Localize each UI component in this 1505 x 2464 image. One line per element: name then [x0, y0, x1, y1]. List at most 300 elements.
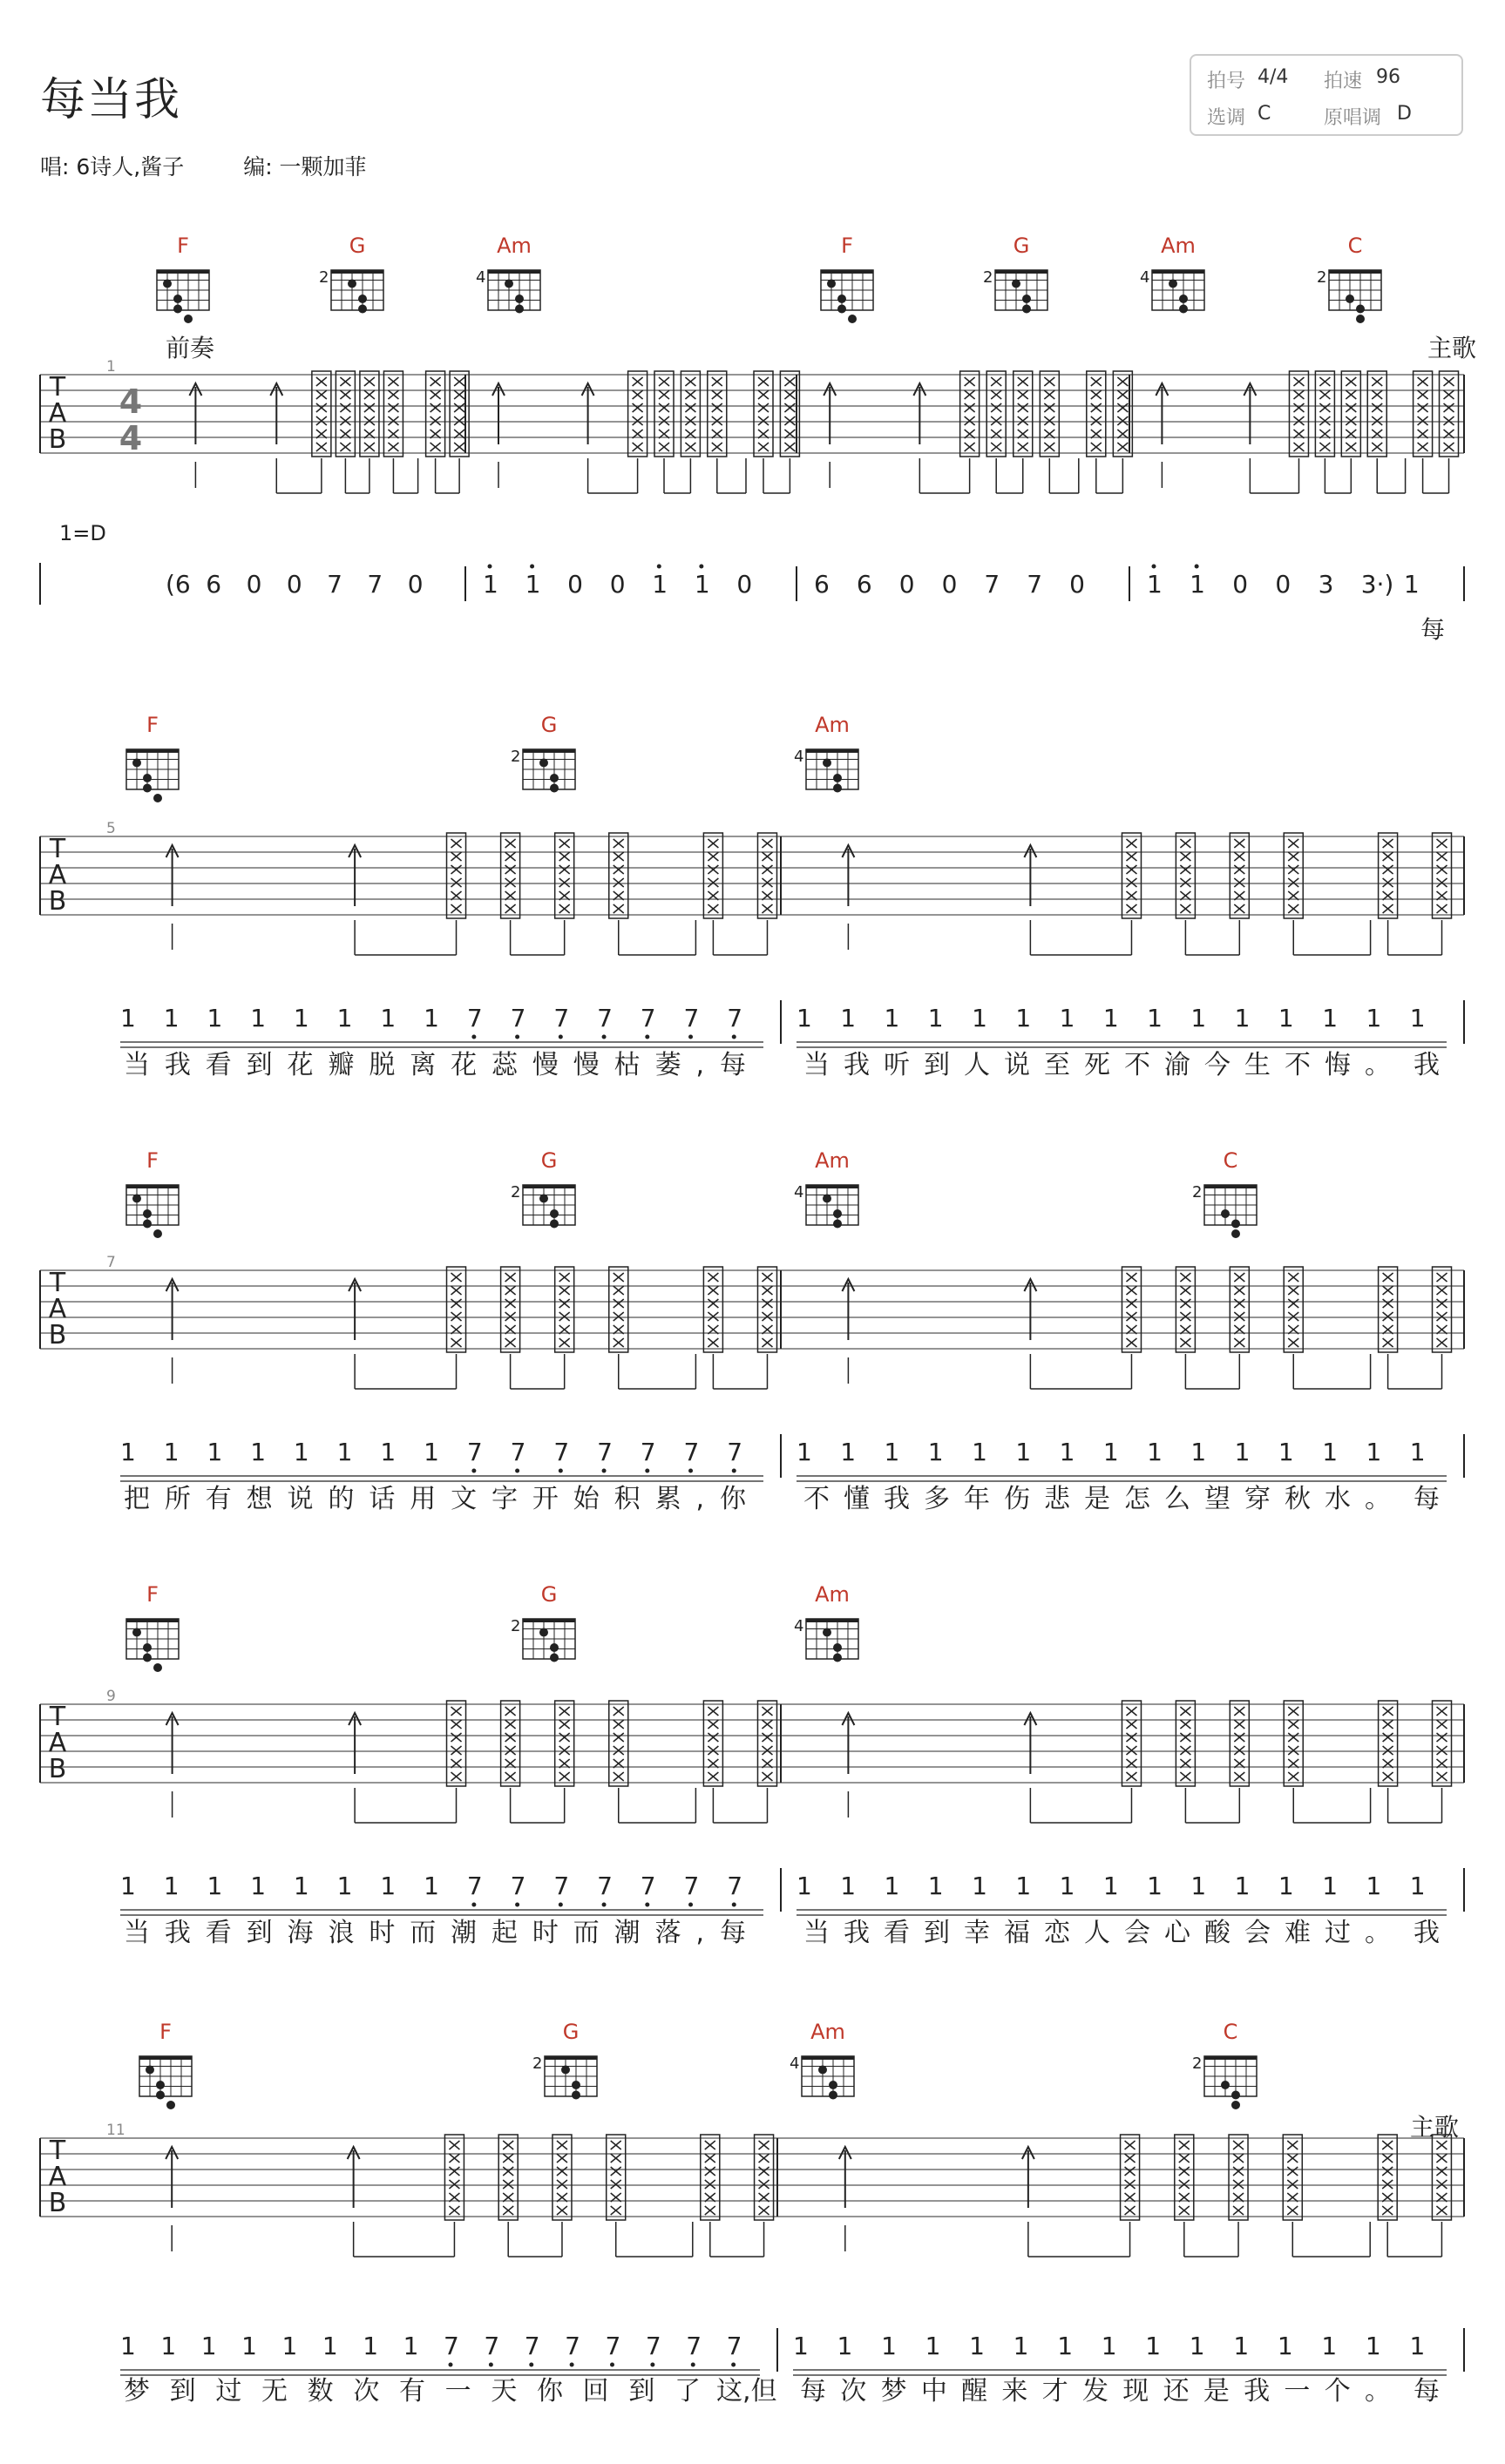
octave-dot-below — [559, 1903, 563, 1907]
chord-dot — [143, 1209, 152, 1218]
muted-x — [1180, 1746, 1190, 1755]
muted-x — [1383, 839, 1393, 848]
muted-strum-stack — [1121, 2135, 1140, 2220]
muted-x — [759, 2154, 769, 2163]
muted-x — [559, 1746, 570, 1755]
muted-x — [316, 377, 327, 386]
lyric-text: 不懂我多年伤悲是怎么望穿秋水。 — [803, 1484, 1391, 1514]
muted-x — [559, 839, 570, 848]
muted-strum-stack — [754, 371, 773, 457]
chord-fret-number: 2 — [1192, 2054, 1203, 2073]
chord-fret-number: 4 — [790, 2054, 800, 2073]
muted-x — [1234, 1707, 1244, 1716]
tab-clef-letter: A — [48, 2162, 67, 2192]
chord-dot — [358, 305, 367, 314]
chord-name: G — [1013, 234, 1030, 258]
key-signature: 1=D — [59, 521, 106, 545]
chord-diagram-g — [532, 2020, 597, 2100]
muted-x — [614, 852, 624, 861]
notation-digit: 1 — [380, 1004, 397, 1032]
muted-x — [1383, 1720, 1393, 1729]
muted-x — [1288, 904, 1298, 913]
muted-x — [430, 390, 441, 399]
notation-digit: 7 — [1027, 570, 1043, 599]
muted-x — [708, 1707, 718, 1716]
muted-strum-stack — [1433, 1267, 1452, 1352]
muted-strum-stack — [501, 1267, 520, 1352]
muted-strum-stack — [755, 2135, 774, 2220]
muted-x — [1044, 390, 1054, 399]
muted-strum-stack — [607, 2135, 626, 2220]
chord-diagram-c — [1192, 1148, 1257, 1238]
chord-dot — [166, 2101, 175, 2109]
chord-dot — [823, 1628, 831, 1637]
muted-x — [759, 2206, 769, 2215]
muted-strum-stack — [757, 1267, 776, 1352]
orig-key-label: 原唱调 — [1324, 107, 1382, 129]
muted-x — [388, 390, 398, 399]
chord-dot — [550, 1643, 559, 1652]
muted-x — [559, 1772, 570, 1781]
muted-x — [1125, 2167, 1136, 2176]
notation-digit: 1 — [1233, 2332, 1250, 2360]
muted-strum-stack — [681, 371, 700, 457]
time-signature-top: 4 — [119, 382, 143, 421]
notation-digit: 1 — [336, 1438, 353, 1466]
muted-strum-stack — [1378, 2135, 1397, 2220]
muted-x — [708, 852, 718, 861]
notation-digit: 3·) — [1360, 570, 1394, 599]
muted-x — [1383, 1299, 1393, 1308]
notation-digit: 0 — [898, 570, 915, 599]
muted-x — [505, 878, 516, 887]
muted-x — [1437, 904, 1447, 913]
muted-x — [614, 1299, 624, 1308]
notation-digit: 7 — [524, 2332, 540, 2360]
notation-digit: 7 — [553, 1004, 570, 1032]
muted-x — [708, 1286, 718, 1295]
tab-clef-letter: B — [48, 1754, 67, 1784]
octave-dot-below — [691, 2363, 695, 2367]
muted-strum-stack — [1379, 833, 1398, 918]
muted-strum-stack — [703, 1267, 722, 1352]
muted-x — [1288, 839, 1298, 848]
muted-x — [557, 2206, 567, 2215]
chord-dot — [1221, 1209, 1230, 1218]
notation-digit: 1 — [1366, 1872, 1382, 1900]
muted-x — [614, 839, 624, 848]
muted-x — [1287, 2154, 1298, 2163]
notation-digit: 1 — [881, 2332, 897, 2360]
muted-x — [1288, 878, 1298, 887]
muted-x — [758, 416, 769, 425]
chord-dot — [143, 1220, 152, 1229]
muted-x — [712, 416, 722, 425]
arranger-credit: 编: 一颗加菲 — [243, 154, 367, 179]
chord-diagram-g — [511, 1582, 575, 1662]
notation-digit: 7 — [367, 570, 383, 599]
chord-diagram-f — [139, 2020, 192, 2109]
muted-x — [559, 1299, 570, 1308]
notation-digit: 1 — [1147, 1438, 1163, 1466]
muted-x — [1382, 2206, 1393, 2215]
chord-name: F — [146, 1582, 159, 1607]
muted-strum-stack — [1284, 833, 1303, 918]
muted-x — [1179, 2206, 1190, 2215]
muted-x — [1234, 1733, 1244, 1742]
time-signature-bottom: 4 — [119, 419, 143, 457]
chord-dot — [132, 759, 141, 768]
octave-dot-below — [449, 2363, 453, 2367]
muted-x — [505, 904, 516, 913]
notation-digit: 1 — [241, 2332, 257, 2360]
muted-x — [614, 1286, 624, 1295]
muted-x — [1383, 904, 1393, 913]
muted-x — [364, 377, 375, 386]
muted-strum-stack — [555, 833, 574, 918]
chord-fret-number: 2 — [511, 1183, 521, 1202]
notation-digit: 7 — [597, 1004, 613, 1032]
notation-digit: 7 — [686, 2332, 702, 2360]
muted-x — [1346, 377, 1356, 386]
muted-x — [1179, 2154, 1190, 2163]
chord-dot — [1231, 1229, 1240, 1238]
chord-name: C — [1223, 1148, 1238, 1173]
lyric-text: 每次梦中醒来才发现还是我一个。 — [800, 2376, 1391, 2406]
chord-dot — [833, 1643, 842, 1652]
chord-dot — [143, 774, 152, 782]
muted-x — [705, 2154, 715, 2163]
tab-clef-letter: B — [48, 886, 67, 917]
muted-x — [712, 443, 722, 451]
muted-x — [784, 390, 795, 399]
notation-digit: 6 — [856, 570, 872, 599]
chord-dot — [163, 280, 172, 288]
muted-x — [762, 1273, 772, 1282]
muted-x — [1436, 2167, 1447, 2176]
chord-name: Am — [497, 234, 532, 258]
muted-x — [454, 377, 464, 386]
lyric-text: 每 — [720, 1918, 746, 1948]
muted-x — [784, 443, 795, 451]
muted-x — [1418, 377, 1428, 386]
muted-x — [1287, 2141, 1298, 2149]
notation-digit: 1 — [1321, 2332, 1338, 2360]
muted-x — [1293, 443, 1304, 451]
notation-digit: 1 — [281, 2332, 298, 2360]
muted-x — [451, 1733, 462, 1742]
muted-x — [1382, 2180, 1393, 2189]
muted-x — [1180, 865, 1190, 874]
notation-digit: 7 — [466, 1872, 483, 1900]
muted-strum-stack — [426, 371, 445, 457]
chord-name: G — [562, 2020, 580, 2044]
notation-digit: 1 — [120, 1438, 136, 1466]
muted-x — [340, 390, 350, 399]
chord-dot — [143, 1643, 152, 1652]
tab-clef-letter: T — [49, 2136, 66, 2166]
chord-name: F — [146, 1148, 159, 1173]
muted-x — [1288, 1273, 1298, 1282]
muted-x — [1437, 1720, 1447, 1729]
muted-x — [1437, 1312, 1447, 1321]
muted-x — [1346, 390, 1356, 399]
chord-name: C — [1223, 2020, 1238, 2044]
muted-x — [1372, 416, 1382, 425]
notation-digit: 1 — [207, 1004, 223, 1032]
muted-strum-stack — [1176, 833, 1195, 918]
muted-x — [758, 443, 769, 451]
octave-dot — [488, 565, 492, 569]
tab-clef-letter: B — [48, 2188, 67, 2218]
notation-digit: 1 — [336, 1004, 353, 1032]
muted-x — [1125, 2154, 1136, 2163]
chord-diagram-am — [1140, 234, 1204, 314]
muted-strum-stack — [1175, 2135, 1194, 2220]
notation-digit: 1 — [927, 1872, 944, 1900]
chord-diagram-am — [794, 1148, 858, 1229]
muted-x — [451, 865, 462, 874]
octave-dot-below — [732, 1035, 736, 1039]
muted-strum-stack — [1432, 2135, 1451, 2220]
muted-x — [1319, 443, 1330, 451]
chord-dot — [132, 1195, 141, 1203]
muted-x — [784, 377, 795, 386]
muted-strum-stack — [654, 371, 674, 457]
chord-dot — [1022, 305, 1031, 314]
chord-diagram-g — [319, 234, 383, 314]
muted-x — [1044, 377, 1054, 386]
singer-credit: 唱: 6诗人,酱子 — [40, 154, 185, 179]
bar-number: 5 — [106, 820, 116, 837]
muted-x — [1293, 403, 1304, 412]
muted-x — [762, 1720, 772, 1729]
muted-x — [505, 852, 516, 861]
octave-dot-below — [645, 1035, 649, 1039]
muted-strum-stack — [553, 2135, 572, 2220]
notation-digit: 1 — [694, 570, 710, 599]
muted-x — [451, 839, 462, 848]
muted-x — [991, 403, 1001, 412]
muted-x — [364, 416, 375, 425]
chord-dot — [1231, 1220, 1240, 1229]
octave-dot-below — [529, 2363, 533, 2367]
notation-digit: 0 — [1232, 570, 1249, 599]
notation-digit: 0 — [246, 570, 262, 599]
chord-dot — [827, 280, 836, 288]
muted-x — [762, 1299, 772, 1308]
chord-dot — [1221, 2081, 1230, 2089]
octave-dot-below — [489, 2363, 493, 2367]
muted-x — [364, 390, 375, 399]
notation-digit: 1 — [1059, 1872, 1075, 1900]
muted-x — [784, 416, 795, 425]
muted-x — [1126, 1733, 1136, 1742]
notation-digit: 1 — [797, 1872, 812, 1900]
notation-digit: 1 — [1059, 1004, 1075, 1032]
notation-digit: 1 — [927, 1438, 944, 1466]
muted-x — [1436, 2154, 1447, 2163]
muted-x — [1117, 416, 1128, 425]
muted-x — [1383, 1772, 1393, 1781]
muted-x — [1091, 390, 1102, 399]
chord-diagram-f — [157, 234, 209, 323]
tab-clef-letter: B — [48, 1320, 67, 1350]
notation-digit: 1 — [250, 1004, 267, 1032]
meter-label: 拍号 — [1207, 71, 1246, 92]
muted-strum-stack — [360, 371, 379, 457]
muted-x — [1437, 839, 1447, 848]
muted-strum-stack — [1440, 371, 1459, 457]
muted-x — [1126, 1286, 1136, 1295]
muted-x — [705, 2180, 715, 2189]
octave-dot — [1152, 565, 1156, 569]
notation-digit: 7 — [553, 1438, 570, 1466]
muted-x — [1180, 1312, 1190, 1321]
chord-dot — [515, 294, 524, 303]
chord-name: G — [349, 234, 366, 258]
muted-x — [1117, 390, 1128, 399]
muted-x — [1234, 1338, 1244, 1347]
muted-x — [712, 403, 722, 412]
muted-x — [559, 1273, 570, 1282]
muted-x — [1044, 403, 1054, 412]
chord-diagram-am — [476, 234, 540, 314]
muted-x — [1044, 443, 1054, 451]
chord-dot — [1179, 294, 1188, 303]
octave-dot-below — [515, 1903, 519, 1907]
muted-x — [708, 878, 718, 887]
muted-x — [505, 1772, 516, 1781]
muted-x — [505, 1720, 516, 1729]
chord-dot — [561, 2066, 570, 2075]
muted-x — [559, 1720, 570, 1729]
chord-dot — [1356, 305, 1365, 314]
muted-x — [1418, 416, 1428, 425]
muted-strum-stack — [555, 1267, 574, 1352]
chord-fret-number: 2 — [1317, 268, 1327, 287]
chord-fret-number: 4 — [794, 1183, 804, 1202]
tab-clef-letter: B — [48, 424, 67, 455]
notation-digit: 7 — [565, 2332, 580, 2360]
notation-digit: 1 — [1365, 2332, 1381, 2360]
muted-x — [559, 1338, 570, 1347]
notation-digit: 1 — [1234, 1004, 1251, 1032]
muted-x — [659, 390, 669, 399]
lyric-text: 把所有想说的话用文字开始积累, — [124, 1484, 704, 1514]
muted-x — [708, 1746, 718, 1755]
muted-x — [685, 416, 695, 425]
muted-x — [449, 2206, 459, 2215]
muted-x — [505, 1286, 516, 1295]
muted-strum-stack — [447, 833, 466, 918]
notation-digit: 1 — [1147, 1004, 1163, 1032]
octave-dot-below — [650, 2363, 654, 2367]
muted-x — [1126, 1720, 1136, 1729]
muted-x — [1437, 878, 1447, 887]
muted-x — [559, 878, 570, 887]
chord-dot — [837, 305, 846, 314]
notation-digit: 7 — [640, 1438, 656, 1466]
muted-x — [611, 2180, 621, 2189]
muted-x — [633, 377, 643, 386]
muted-x — [758, 403, 769, 412]
muted-x — [451, 878, 462, 887]
muted-x — [1234, 1312, 1244, 1321]
muted-x — [559, 865, 570, 874]
notation-digit: 1 — [972, 1004, 987, 1032]
chord-name: F — [159, 2020, 172, 2044]
muted-x — [316, 390, 327, 399]
muted-x — [1437, 852, 1447, 861]
muted-x — [1383, 852, 1393, 861]
muted-x — [451, 1299, 462, 1308]
octave-dot-below — [471, 1903, 476, 1907]
muted-x — [1018, 390, 1028, 399]
muted-x — [633, 416, 643, 425]
muted-x — [559, 1707, 570, 1716]
chord-dot — [833, 784, 842, 793]
muted-x — [708, 1338, 718, 1347]
notation-digit: 0 — [407, 570, 424, 599]
key-value: C — [1258, 103, 1271, 125]
octave-dot-below — [732, 1469, 736, 1473]
chord-dot — [848, 315, 857, 323]
tab-clef-letter: A — [48, 398, 67, 429]
muted-x — [1288, 1772, 1298, 1781]
muted-x — [1233, 2206, 1244, 2215]
muted-strum-stack — [1367, 371, 1386, 457]
muted-strum-stack — [986, 371, 1006, 457]
octave-dot-below — [602, 1903, 607, 1907]
notation-digit: 1 — [1015, 1872, 1032, 1900]
chord-dot — [572, 2081, 580, 2089]
muted-x — [614, 1772, 624, 1781]
muted-x — [1383, 1273, 1393, 1282]
muted-x — [965, 403, 975, 412]
chord-diagram-am — [794, 1582, 858, 1662]
chord-dot — [550, 1209, 559, 1218]
muted-x — [1288, 1312, 1298, 1321]
chord-dot — [539, 1195, 548, 1203]
muted-x — [1180, 852, 1190, 861]
chord-dot — [823, 759, 831, 768]
chord-dot — [173, 294, 182, 303]
notation-digit: 1 — [1189, 2332, 1205, 2360]
notation-digit: 7 — [510, 1872, 526, 1900]
muted-strum-stack — [609, 1701, 628, 1786]
chord-dot — [539, 759, 548, 768]
octave-dot-below — [610, 2363, 614, 2367]
notation-digit: 1 — [1190, 1438, 1207, 1466]
chord-diagram-g — [511, 1148, 575, 1229]
muted-x — [559, 1312, 570, 1321]
muted-x — [1444, 416, 1454, 425]
notation-digit: 1 — [1409, 1872, 1426, 1900]
lyric-text: 每 — [1420, 615, 1446, 644]
notation-digit: 7 — [683, 1004, 700, 1032]
octave-dot-below — [570, 2363, 574, 2367]
muted-x — [633, 403, 643, 412]
muted-x — [1293, 377, 1304, 386]
muted-x — [784, 403, 795, 412]
muted-x — [1125, 2141, 1136, 2149]
chord-name: Am — [810, 2020, 845, 2044]
notation-digit: 1 — [1102, 1004, 1119, 1032]
muted-x — [659, 403, 669, 412]
notation-digit: (6 — [166, 570, 191, 599]
key-label: 选调 — [1207, 107, 1246, 129]
